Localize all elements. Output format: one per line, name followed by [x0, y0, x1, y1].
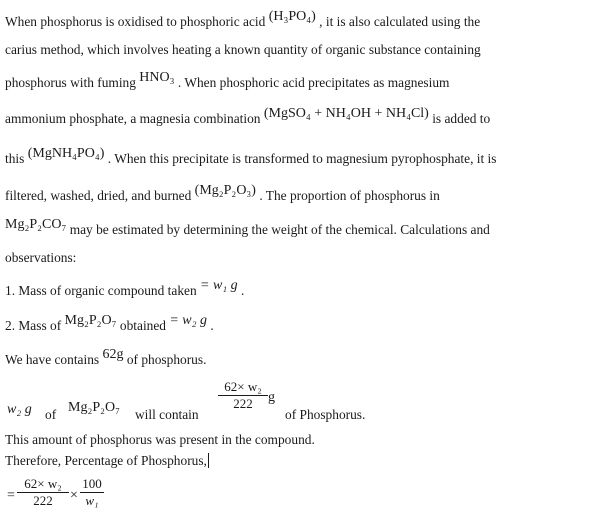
text-l1a: When phosphorus is oxidised to phosphoric acid: [5, 14, 266, 29]
formula-w1: = w₁ g: [200, 278, 238, 293]
text-l1b: , it is also calculated using the: [319, 14, 481, 29]
text-line-4: [5, 106, 491, 128]
text-l11b: of phosphorus.: [126, 352, 207, 367]
formula-hno3: HNO₃: [139, 70, 175, 85]
text-l10c: .: [210, 318, 214, 333]
fraction-100-over-w1: [80, 476, 104, 509]
fraction-62w2-over-222: [218, 379, 268, 412]
text-line-8: [5, 250, 76, 266]
text-l3b: . When phosphoric acid precipitates as magnesium: [177, 75, 450, 90]
text-l11a: We have contains: [5, 352, 100, 367]
text-l13: This amount of phosphorus was present in the compound.: [5, 432, 315, 447]
text-line-2: [5, 42, 481, 58]
text-l3a: phosphorus with fuming: [5, 75, 136, 90]
text-l9b: .: [241, 283, 245, 298]
text-line-13: [5, 432, 315, 448]
fraction-numerator-100: 100: [80, 476, 104, 493]
text-line-11: [5, 347, 207, 369]
fraction-denominator: 222: [233, 396, 253, 411]
text-l4a: ammonium phosphate, a magnesia combination: [5, 111, 261, 126]
fraction-denominator-w1: w₁: [85, 493, 99, 508]
fraction-numerator: 62× w₂: [218, 379, 268, 396]
text-will-contain: will contain: [135, 407, 199, 422]
text-l9a: 1. Mass of organic compound taken: [5, 283, 197, 298]
formula-w2g: w₂ g: [7, 402, 32, 417]
formula-magnesia-mixture: (MgSO₄ + NH₄OH + NH₄Cl): [263, 106, 429, 121]
formula-w2: = w₂ g: [169, 313, 208, 328]
text-line-14: [5, 453, 209, 469]
formula-mg2p2o7: Mg₂P₂O₇: [64, 313, 117, 328]
formula-mg2p2o7-b: Mg₂P₂O₇: [68, 400, 120, 415]
formula-h3po4: (H₃PO₄): [268, 9, 316, 24]
text-l14: Therefore, Percentage of Phosphorus,: [5, 453, 207, 468]
text-l7b: may be estimated by determining the weight of the chemical. Calculations and: [69, 222, 490, 237]
text-line-1: [5, 9, 481, 31]
text-line-7: [5, 217, 490, 239]
fraction-62w2-over-222-final: [17, 476, 69, 509]
times-sign: ×: [70, 488, 78, 503]
text-l6a: filtered, washed, dried, and burned: [5, 188, 192, 203]
text-line-6: [5, 183, 440, 205]
text-line-3: [5, 70, 450, 92]
unit-g: g: [268, 390, 275, 405]
text-line-5: [5, 146, 497, 168]
text-l8: observations:: [5, 250, 77, 265]
text-l5b: . When this precipitate is transformed to magnesium pyrophosphate, it is: [107, 151, 497, 166]
text-line-10: [5, 313, 214, 335]
text-cursor: [208, 453, 209, 468]
formula-62g: 62g: [102, 347, 124, 362]
text-l12b: of Phosphorus.: [285, 407, 366, 422]
fraction-numerator-final: 62× w₂: [17, 476, 69, 493]
text-l5a: this: [5, 151, 25, 166]
text-l2: carius method, which involves heating a known quantity of organic substance containing: [5, 42, 481, 57]
text-of: of: [45, 407, 57, 422]
text-line-9: [5, 278, 245, 300]
text-l4b: is added to: [432, 111, 491, 126]
text-l10a: 2. Mass of: [5, 318, 62, 333]
equals-sign: =: [7, 488, 15, 503]
text-l10b: obtained: [119, 318, 166, 333]
formula-mgnh4po4: (MgNH₄PO₄): [27, 146, 105, 161]
formula-mg2p2co7: Mg₂P₂CO₇: [5, 217, 67, 232]
text-l6b: . The proportion of phosphorus in: [259, 188, 440, 203]
formula-mg2p2o3: (Mg₂P₂O₃): [194, 183, 256, 198]
fraction-denominator-final: 222: [33, 493, 53, 508]
